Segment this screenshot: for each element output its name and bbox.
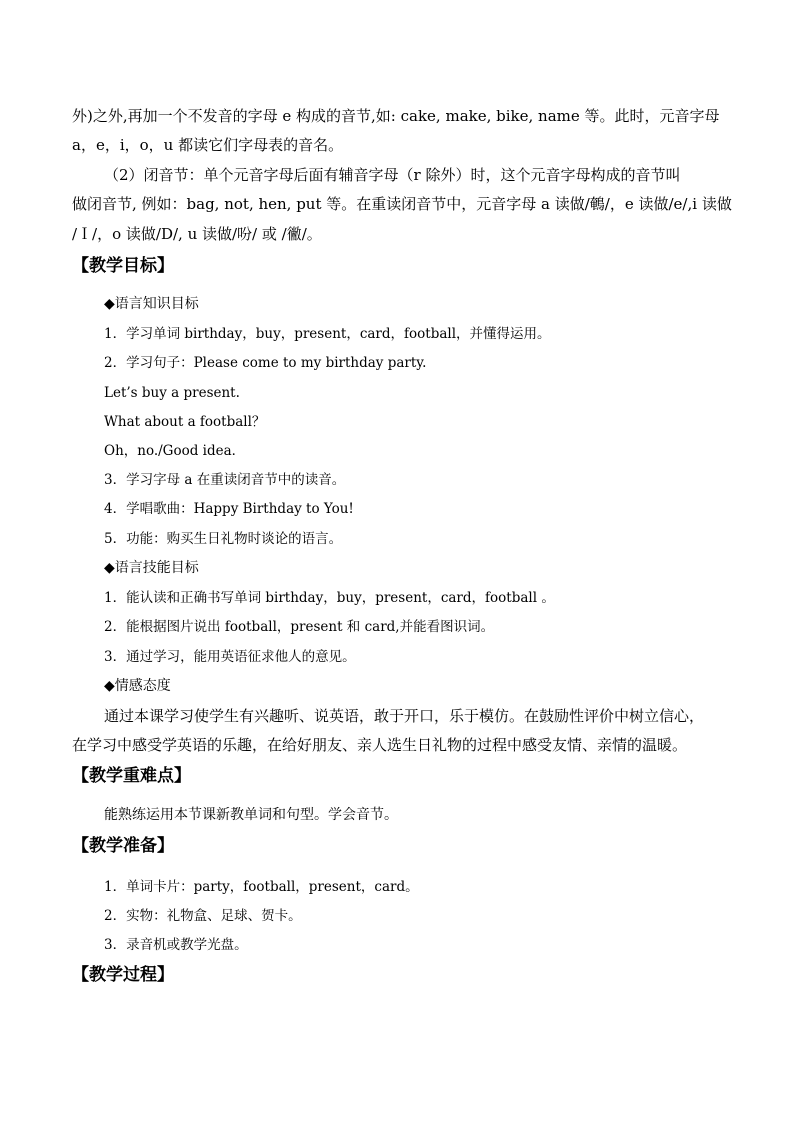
section-heading-goals: 【教学目标】	[72, 256, 174, 276]
sentence-2: What about a football？	[104, 414, 266, 430]
knowledge-item-1: 1．学习单词 birthday，buy，present，card，football，并懂得运用。	[104, 326, 551, 342]
prep-item-1: 1．单词卡片：party，football，present，card。	[104, 879, 419, 895]
skills-goals-title: ◆语言技能目标	[104, 560, 199, 576]
knowledge-item-4: 4．学唱歌曲：Happy Birthday to You!	[104, 501, 354, 517]
knowledge-item-2: 2．学习句子：Please come to my birthday party.	[104, 355, 427, 371]
section-heading-prep: 【教学准备】	[72, 836, 174, 856]
key-text: 能熟练运用本节课新教单词和句型。学会音节。	[104, 807, 398, 823]
skills-item-2: 2．能根据图片说出 football，present 和 card,并能看图识词。	[104, 619, 495, 635]
sentence-1: Let’s buy a present.	[104, 385, 240, 401]
intro-line-4: 做闭音节, 例如：bag, not, hen, put 等。在重读闭音节中，元音字母 a 读做/鵪/，e 读做/e/,i 读做	[72, 195, 732, 213]
section-heading-process: 【教学过程】	[72, 965, 174, 985]
knowledge-goals-title: ◆语言知识目标	[104, 296, 199, 312]
emotion-title: ◆情感态度	[104, 678, 171, 694]
skills-item-1: 1．能认读和正确书写单词 birthday，buy，present，card，football 。	[104, 590, 555, 606]
intro-line-1: 外)之外,再加一个不发音的字母 e 构成的音节,如: cake, make, bike, name 等。此时，元音字母	[72, 107, 720, 125]
emotion-line-2: 在学习中感受学英语的乐趣，在给好朋友、亲人选生日礼物的过程中感受友情、亲情的温暖。	[72, 736, 688, 754]
sentence-3: Oh，no./Good idea．	[104, 443, 246, 459]
knowledge-item-5: 5．功能：购买生日礼物时谈论的语言。	[104, 531, 343, 547]
intro-line-3: （2）闭音节：单个元音字母后面有辅音字母（r 除外）时，这个元音字母构成的音节叫	[104, 166, 681, 184]
prep-item-2: 2．实物：礼物盒、足球、贺卡。	[104, 908, 302, 924]
intro-line-2: a，e，i，o，u 都读它们字母表的音名。	[72, 136, 344, 154]
emotion-line-1: 通过本课学习使学生有兴趣听、说英语，敢于开口，乐于模仿。在鼓励性评价中树立信心，	[104, 707, 705, 725]
section-heading-key: 【教学重难点】	[72, 766, 191, 786]
prep-item-3: 3．录音机或教学光盘。	[104, 937, 248, 953]
knowledge-item-3: 3．学习字母 a 在重读闭音节中的读音。	[104, 472, 346, 488]
intro-line-5: /Ｉ/，o 读做/D/, u 读做/吩/ 或 /徶/。	[72, 225, 322, 243]
skills-item-3: 3．通过学习，能用英语征求他人的意见。	[104, 649, 356, 665]
